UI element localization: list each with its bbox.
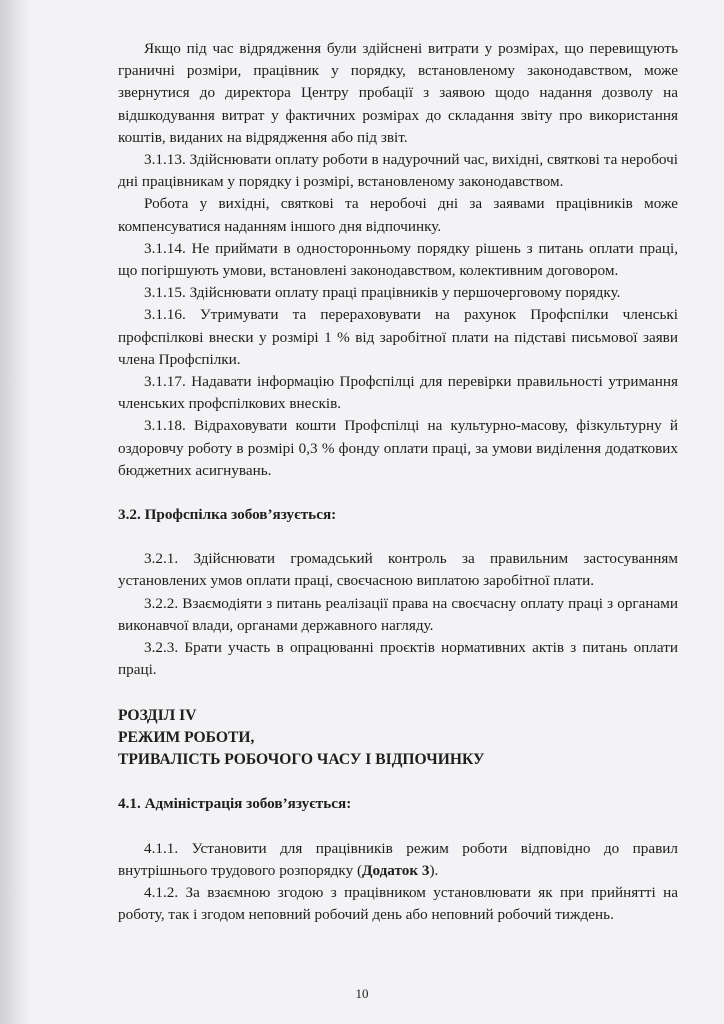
clause-3-1-15: [118, 282, 678, 304]
clause-text: 3.1.17. Надавати інформацію Профспілці для перевірки правильності утримання членських профспілкових внесків.: [118, 373, 678, 413]
spacer: [118, 816, 678, 838]
clause-4-1-2: [118, 882, 678, 926]
clause-4-1-1: [118, 838, 678, 882]
clause-text: 3.1.14. Не приймати в односторонньому порядку рішень з питань оплати праці, що погіршують умови, встановлені законодавством, колективним договором.: [118, 239, 678, 280]
clause-3-1-18: [118, 415, 678, 482]
section-heading-4-1: 4.1. Адміністрація зобов’язується:: [118, 795, 352, 813]
spacer: [118, 771, 678, 793]
clause-text: 3.1.13. Здійснювати оплату роботи в надурочний час, вихідні, святкові та неробочі дні працівникам у порядку і розмірі, встановленому законодавством.: [118, 151, 678, 191]
clause-text: 3.2.1. Здійснювати громадський контроль за правильним застосуванням установлених умов оплати праці, своєчасною виплатою заробітної плати.: [118, 550, 678, 590]
clause-text: 3.2.2. Взаємодіяти з питань реалізації права на своєчасну оплату праці з органами виконавчої влади, органами державного нагляду.: [118, 594, 678, 634]
clause-3-1-17: [118, 371, 678, 415]
paragraph: [118, 38, 678, 149]
chapter-number: РОЗДІЛ IV: [118, 707, 197, 725]
spacer: [118, 526, 678, 548]
clause-text: 3.2.3. Брати участь в опрацюванні проєктів нормативних актів з питань оплати праці.: [118, 639, 678, 679]
chapter-subtitle: ТРИВАЛІСТЬ РОБОЧОГО ЧАСУ І ВІДПОЧИНКУ: [118, 751, 485, 769]
clause-3-1-16: [118, 304, 678, 371]
chapter-title: РЕЖИМ РОБОТИ,: [118, 729, 255, 747]
clause-text: 3.1.16. Утримувати та перераховувати на рахунок Профспілки членські профспілкові внески у розмірі 1 % від заробітної плати на підставі письмової заяви члена Профспілки.: [118, 306, 678, 368]
document-page: [118, 38, 678, 927]
paragraph: [118, 193, 678, 237]
clause-text: 4.1.1. Установити для працівників режим роботи відповідно до правил внутрішнього трудового розпорядку (: [118, 839, 678, 879]
page-edge-shadow: [0, 0, 30, 1024]
spacer: [118, 482, 678, 504]
spacer: [118, 681, 678, 705]
clause-3-2-3: [118, 637, 678, 681]
clause-3-2-1: [118, 548, 678, 592]
clause-3-1-14: [118, 238, 678, 282]
clause-3-1-13: [118, 149, 678, 193]
clause-text: 4.1.2. За взаємною згодою з працівником установлювати як при прийнятті на роботу, так і згодом неповний робочий день або неповний робочий тиждень.: [118, 884, 678, 924]
paragraph-text: Якщо під час відрядження були здійснені витрати у розмірах, що перевищують граничні розміри, працівник у порядку, встановленому законодавством, може звернутися до директора Центру пробації з заявою щодо надання дозволу на відшкодування витрат у фактичних розмірах до складання звіту про використання коштів, виданих на відрядження або під звіт.: [118, 40, 678, 146]
section-heading-3-2: 3.2. Профспілка зобов’язується:: [118, 506, 337, 524]
clause-3-2-2: [118, 593, 678, 637]
page-number: 10: [355, 986, 369, 1001]
clause-text-end: ).: [429, 861, 439, 879]
appendix-reference: Додаток 3: [362, 861, 430, 879]
paragraph-text: Робота у вихідні, святкові та неробочі дні за заявами працівників може компенсуватися наданням іншого дня відпочинку.: [118, 195, 678, 235]
clause-text: 3.1.18. Відраховувати кошти Профспілці на культурно-масову, фізкультурну й оздоровчу роботу в розмірі 0,3 % фонду оплати праці, за умови виділення додаткових бюджетних асигнувань.: [118, 417, 678, 479]
clause-text: 3.1.15. Здійснювати оплату праці працівників у першочерговому порядку.: [144, 284, 621, 302]
